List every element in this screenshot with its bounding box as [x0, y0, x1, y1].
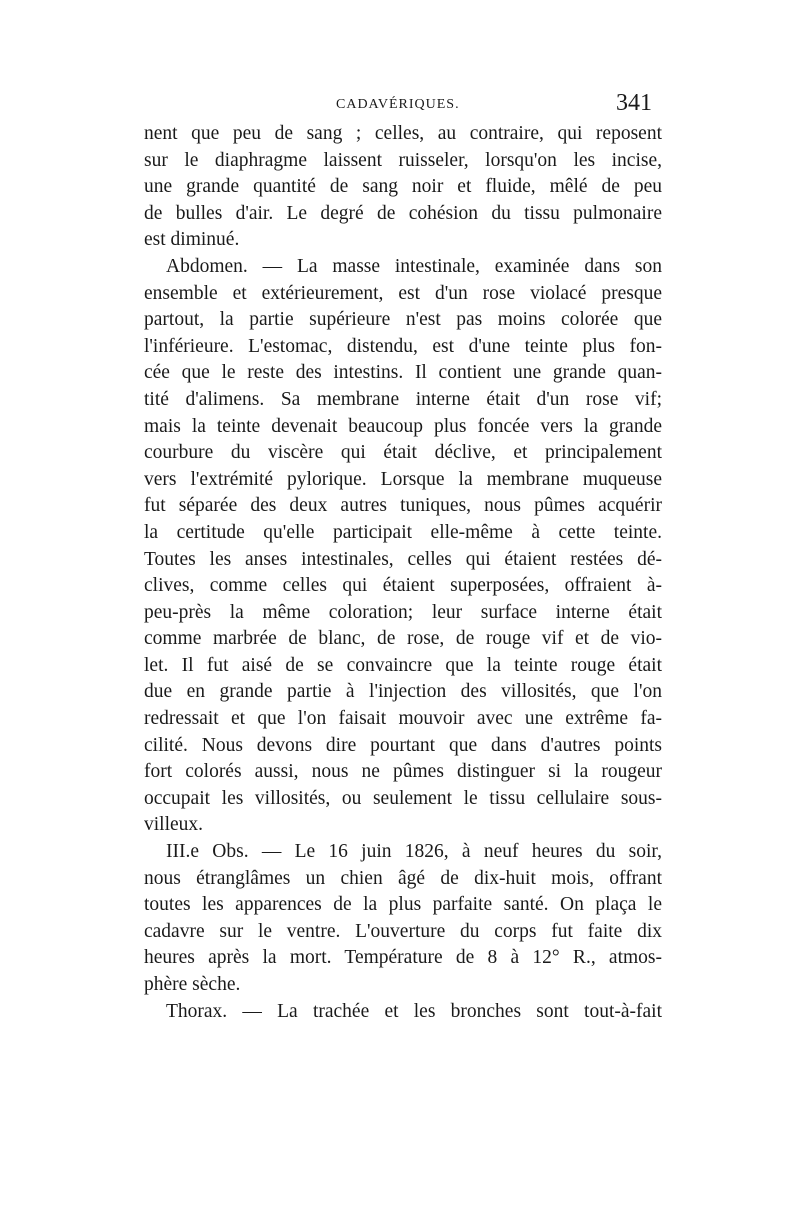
text-line: comme marbrée de blanc, de rose, de rouge vif et de vio-: [144, 628, 662, 650]
text-line: redressait et que l'on faisait mouvoir avec une extrême fa-: [144, 708, 662, 730]
text-line: sur le diaphragme laissent ruisseler, lorsqu'on les incise,: [144, 149, 662, 171]
text-line: phère sèche.: [144, 974, 241, 995]
text-line: toutes les apparences de la plus parfaite santé. On plaça le: [144, 894, 662, 916]
text-line: de bulles d'air. Le degré de cohésion du tissu pulmonaire: [144, 202, 662, 224]
text-line: clives, comme celles qui étaient superposées, offraient à-: [144, 575, 662, 597]
text-line: cilité. Nous devons dire pourtant que dans d'autres points: [144, 734, 662, 756]
text-line: occupait les villosités, ou seulement le tissu cellulaire sous-: [144, 787, 662, 809]
text-line: tité d'alimens. Sa membrane interne était d'un rose vif;: [144, 388, 662, 410]
text-line: cadavre sur le ventre. L'ouverture du corps fut faite dix: [144, 920, 662, 942]
text-line: une grande quantité de sang noir et fluide, mêlé de peu: [144, 176, 662, 198]
text-line-thorax-heading: Thorax. — La trachée et les bronches sont tout-à-fait: [166, 1000, 662, 1022]
body-text: [144, 121, 662, 1025]
text-line: nous étranglâmes un chien âgé de dix-huit mois, offrant: [144, 867, 662, 889]
text-line: ensemble et extérieurement, est d'un rose violacé presque: [144, 282, 662, 304]
text-line: peu-près la même coloration; leur surface interne était: [144, 601, 662, 623]
page-number: 341: [616, 90, 652, 116]
text-line: due en grande partie à l'injection des villosités, que l'on: [144, 681, 662, 703]
text-line: nent que peu de sang ; celles, au contraire, qui reposent: [144, 123, 662, 144]
text-line: l'inférieure. L'estomac, distendu, est d'une teinte plus fon-: [144, 335, 662, 357]
text-line-abdomen-heading: Abdomen. — La masse intestinale, examinée dans son: [166, 255, 662, 277]
text-line: est diminué.: [144, 229, 240, 251]
text-line: fut séparée des deux autres tuniques, nous pûmes acquérir: [144, 495, 662, 517]
text-line: let. Il fut aisé de se convaincre que la teinte rouge était: [144, 654, 662, 676]
running-title: CADAVÉRIQUES.: [336, 97, 460, 112]
text-line: la certitude qu'elle participait elle-même à cette teinte.: [144, 521, 662, 543]
text-line: heures après la mort. Température de 8 à 12° R., atmos-: [144, 947, 662, 969]
text-line-observation-heading: III.e Obs. — Le 16 juin 1826, à neuf heures du soir,: [166, 841, 662, 863]
text-line: Toutes les anses intestinales, celles qui étaient restées dé-: [144, 548, 662, 570]
text-line: villeux.: [144, 814, 204, 836]
text-line: mais la teinte devenait beaucoup plus foncée vers la grande: [144, 415, 662, 437]
text-line: partout, la partie supérieure n'est pas moins colorée que: [144, 309, 662, 331]
text-line: courbure du viscère qui était déclive, et principalement: [144, 442, 662, 464]
text-line: fort colorés aussi, nous ne pûmes distinguer si la rougeur: [144, 761, 662, 783]
text-line: cée que le reste des intestins. Il contient une grande quan-: [144, 362, 662, 384]
text-line: vers l'extrémité pylorique. Lorsque la membrane muqueuse: [144, 468, 662, 490]
